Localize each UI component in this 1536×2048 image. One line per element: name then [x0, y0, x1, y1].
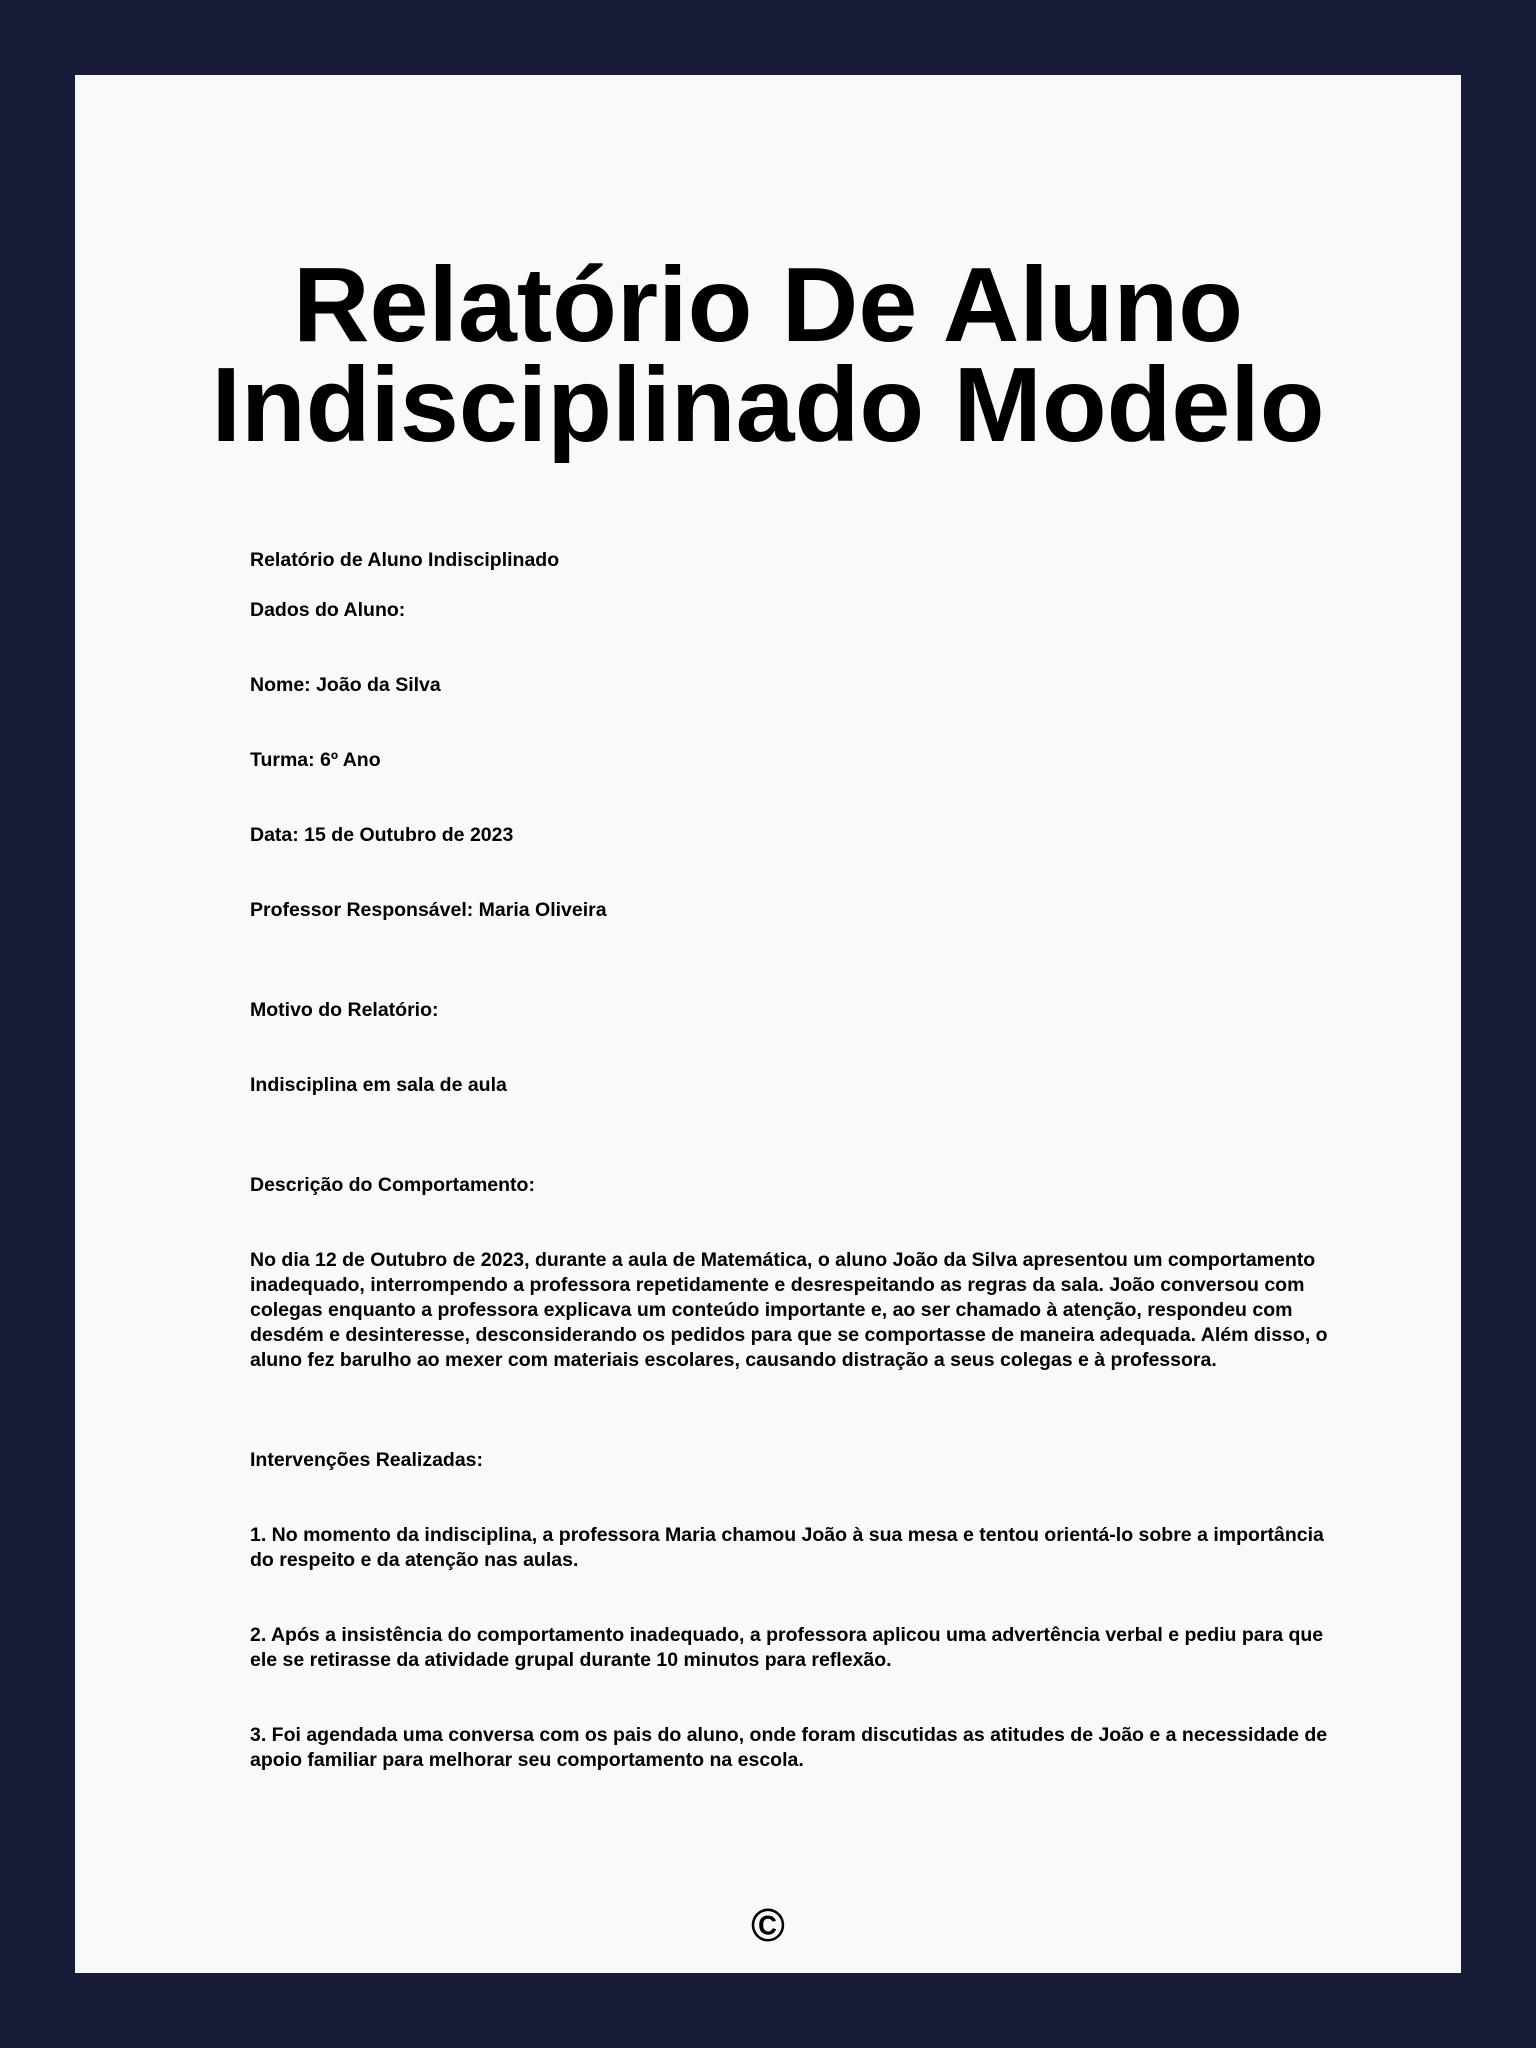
interventions-label: Intervenções Realizadas:	[250, 1449, 484, 1471]
report-date: Data: 15 de Outubro de 2023	[250, 824, 514, 846]
student-section-label: Dados do Aluno:	[250, 599, 406, 621]
document-body	[250, 548, 1350, 1773]
reason-text: Indisciplina em sala de aula	[250, 1074, 507, 1096]
page-title: Relatório De Aluno Indisciplinado Modelo	[211, 246, 1325, 464]
copyright-icon: ©	[751, 1899, 785, 1951]
document-page	[75, 75, 1461, 1973]
student-name: Nome: João da Silva	[250, 674, 441, 696]
student-class: Turma: 6º Ano	[250, 749, 381, 771]
intervention-item: 1. No momento da indisciplina, a professora Maria chamou João à sua mesa e tentou orientá-lo sobre a importância do respeito e da atenção nas aulas.	[250, 1524, 1324, 1571]
behavior-label: Descrição do Comportamento:	[250, 1174, 535, 1196]
intervention-item: 3. Foi agendada uma conversa com os pais do aluno, onde foram discutidas as atitudes de João e a necessidade de apoio familiar para melhorar seu comportamento na escola.	[250, 1724, 1328, 1771]
intervention-item: 2. Após a insistência do comportamento inadequado, a professora aplicou uma advertência verbal e pediu para que ele se retirasse da atividade grupal durante 10 minutos para reflexão.	[250, 1624, 1324, 1671]
behavior-description: No dia 12 de Outubro de 2023, durante a aula de Matemática, o aluno João da Silva apresentou um comportamento inadequado, interrompendo a professora repetidamente e desrespeitando as regras da sala. João conversou com colegas enquanto a professora explicava um conteúdo importante e, ao ser chamado à atenção, respondeu com desdém e desinteresse, desconsiderando os pedidos para que se comportasse de maneira adequada. Além disso, o aluno fez barulho ao mexer com materiais escolares, causando distração a seus colegas e à professora.	[250, 1249, 1328, 1371]
reason-label: Motivo do Relatório:	[250, 999, 439, 1021]
responsible-teacher: Professor Responsável: Maria Oliveira	[250, 899, 607, 921]
report-heading: Relatório de Aluno Indisciplinado	[250, 549, 560, 571]
